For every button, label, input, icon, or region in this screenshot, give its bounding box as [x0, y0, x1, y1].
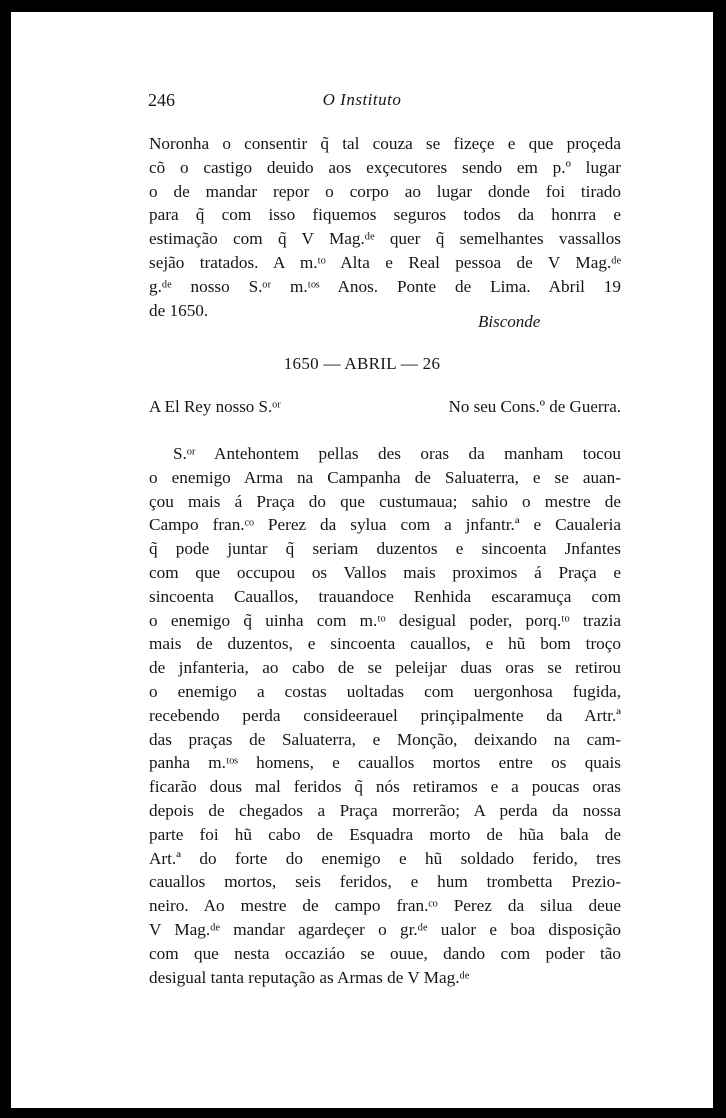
text-line: parte foi hũ cabo de Esquadra morto de hũa bala de	[149, 824, 621, 844]
text-line: Art.ª do forte do enemigo e hũ soldado ferido, tres	[149, 848, 621, 868]
date-heading: 1650 — ABRIL — 26	[283, 354, 441, 373]
signature: Bisconde	[478, 312, 541, 331]
text-line: q̃ pode juntar q̃ seriam duzentos e sincoenta Jnfantes	[149, 539, 621, 559]
text-line: o enemigo Arma na Campanha de Saluaterra, e se auan-	[149, 467, 621, 487]
text-line: Campo fran.ᶜᵒ Perez da sylua com a jnfantr.ª e Caualeria	[149, 515, 621, 535]
book-page	[11, 12, 713, 1108]
text-line: estimação com q̃ V Mag.ᵈᵉ quer q̃ semelhantes vassallos	[149, 229, 621, 249]
text-line: çou mais á Praça do que custumaua; sahio o mestre de	[149, 491, 621, 511]
text-line: de 1650.	[149, 300, 209, 320]
running-title: O Instituto	[322, 90, 402, 109]
letter-2-body	[149, 442, 621, 989]
text-line: Noronha o consentir q̃ tal couza se fizeçe e que proçeda	[149, 134, 621, 153]
text-line: V Mag.ᵈᵉ mandar agardeçer o gr.ᵈᵉ ualor e boa disposição	[149, 919, 621, 939]
text-line: das praças de Saluaterra, e Monção, deixando na cam-	[149, 729, 621, 749]
text-line: mais de duzentos, e sincoenta cauallos, e hũ bom troço	[149, 634, 621, 654]
page-header	[11, 90, 713, 114]
text-line: para q̃ com isso fiquemos seguros todos da honrra e	[149, 205, 621, 225]
text-line: ficarão dous mal feridos q̃ nós retiramos e a poucas oras	[149, 777, 621, 797]
text-line: cauallos mortos, seis feridos, e hum trombetta Prezio-	[149, 872, 621, 892]
text-line: S.ᵒʳ Antehontem pellas des oras da manham tocou	[173, 444, 621, 463]
page-number: 246	[148, 90, 175, 110]
text-line: sejão tratados. A m.ᵗᵒ Alta e Real pessoa de V Mag.ᵈᵉ	[149, 252, 621, 272]
text-line: recebendo perda consideerauel prinçipalmente da Artr.ª	[149, 705, 621, 725]
text-line: com que occupou os Vallos mais proximos á Praça e	[149, 562, 621, 582]
text-line: panha m.ᵗᵒˢ homens, e cauallos mortos entre os quais	[149, 753, 621, 773]
text-line: cõ o castigo deuido aos exçecutores sendo em p.º lugar	[149, 157, 621, 177]
text-line: o enemigo a costas uoltadas com uergonhosa fugida,	[149, 681, 621, 701]
text-line: o enemigo q̃ uinha com m.ᵗᵒ desigual poder, porq.ᵗᵒ trazia	[149, 610, 621, 630]
text-line: g.ᵈᵉ nosso S.ᵒʳ m.ᵗᵒˢ Anos. Ponte de Lima. Abril 19	[149, 276, 621, 296]
text-line: com que nesta occaziáo se ouue, dando com poder tão	[149, 943, 621, 963]
addressee: A El Rey nosso S.ᵒʳ	[149, 397, 281, 416]
text-line: desigual tanta reputação as Armas de V Mag.ᵈᵉ	[149, 967, 470, 987]
text-line: de jnfanteria, ao cabo de se peleijar duas oras se retirou	[149, 658, 621, 678]
text-line: o de mandar repor o corpo ao lugar donde foi tirado	[149, 181, 621, 201]
text-line: neiro. Ao mestre de campo fran.ᶜᵒ Perez da silua deue	[149, 896, 621, 916]
letter-1-body	[149, 132, 621, 322]
text-line: sincoenta Cauallos, trauandoce Renhida escaramuça com	[149, 586, 621, 606]
text-line: depois de chegados a Praça morrerão; A perda da nossa	[149, 800, 621, 820]
place-line: No seu Cons.º de Guerra.	[448, 397, 621, 416]
